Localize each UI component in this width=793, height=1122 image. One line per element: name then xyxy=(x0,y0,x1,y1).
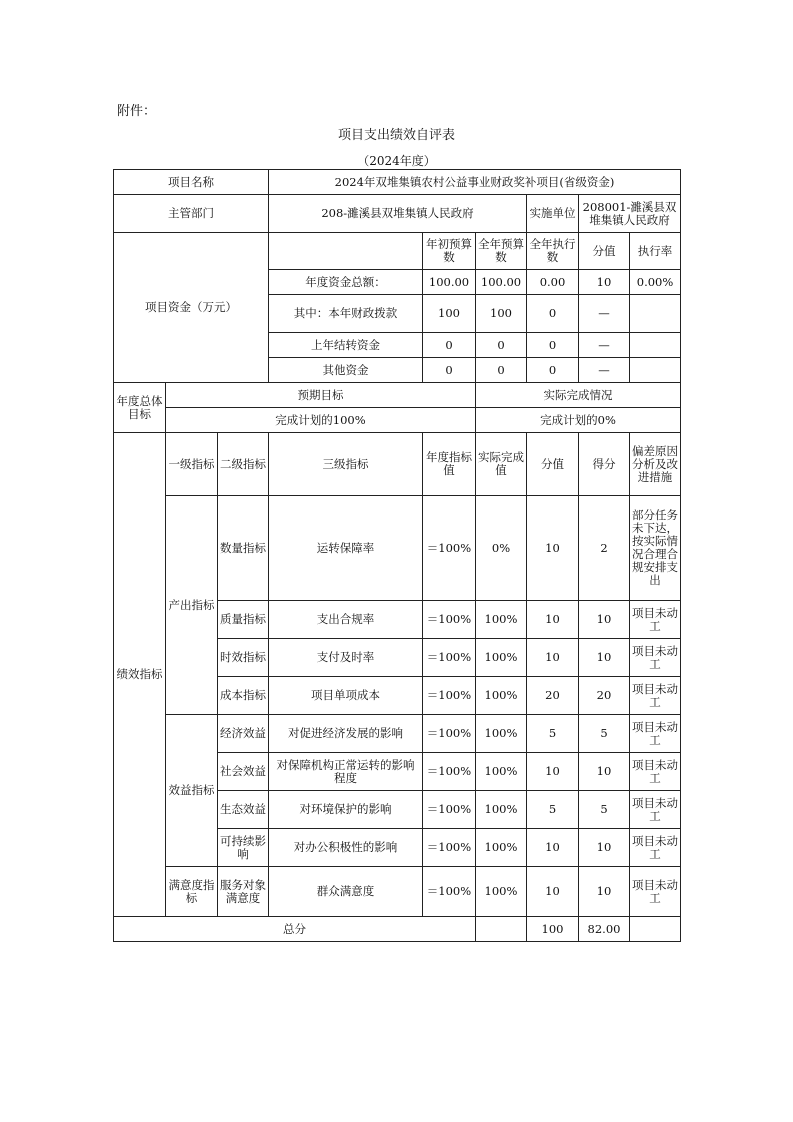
funds-row-label: 其他资金 xyxy=(269,358,423,383)
row-total xyxy=(114,917,681,942)
indicator-reason: 项目未动工 xyxy=(630,639,681,677)
goals-actual: 完成计划的0% xyxy=(476,408,681,433)
funds-cell: 0 xyxy=(527,295,579,333)
funds-cell: 0.00% xyxy=(630,270,681,295)
indicator-score: 10 xyxy=(579,601,630,639)
department-value: 208-濉溪县双堆集镇人民政府 xyxy=(269,195,527,233)
indicator-weight: 5 xyxy=(527,791,579,829)
department-label: 主管部门 xyxy=(114,195,269,233)
satisfaction-indicator-label: 满意度指标 xyxy=(166,867,218,917)
funds-header-annual-budget: 全年预算数 xyxy=(476,233,527,270)
indicator-level2: 经济效益 xyxy=(218,715,269,753)
row-goals-header xyxy=(114,383,681,408)
indicator-level3: 运转保障率 xyxy=(269,496,423,601)
perf-header-actual: 实际完成值 xyxy=(476,433,527,496)
indicator-actual: 100% xyxy=(476,867,527,917)
indicator-score: 2 xyxy=(579,496,630,601)
perf-header-weight: 分值 xyxy=(527,433,579,496)
funds-row-label: 年度资金总额： xyxy=(269,270,423,295)
indicator-reason: 部分任务未下达，按实际情况合理合规安排支出 xyxy=(630,496,681,601)
indicator-target: ＝100% xyxy=(423,639,476,677)
funds-header-exec-rate: 执行率 xyxy=(630,233,681,270)
perf-header-level2: 二级指标 xyxy=(218,433,269,496)
funds-cell: 10 xyxy=(579,270,630,295)
indicator-level2: 生态效益 xyxy=(218,791,269,829)
indicator-reason: 项目未动工 xyxy=(630,791,681,829)
funds-cell: 0 xyxy=(527,358,579,383)
indicator-target: ＝100% xyxy=(423,496,476,601)
implementing-unit-label: 实施单位 xyxy=(527,195,579,233)
form-year: （2024年度） xyxy=(357,154,436,168)
indicator-weight: 10 xyxy=(527,639,579,677)
funds-header-score-weight: 分值 xyxy=(579,233,630,270)
indicator-target: ＝100% xyxy=(423,753,476,791)
funds-header-blank xyxy=(269,233,423,270)
indicator-actual: 100% xyxy=(476,715,527,753)
goals-expected: 完成计划的100% xyxy=(166,408,476,433)
funds-header-executed: 全年执行数 xyxy=(527,233,579,270)
indicator-actual: 100% xyxy=(476,753,527,791)
performance-label: 绩效指标 xyxy=(114,433,166,917)
funds-cell xyxy=(630,295,681,333)
funds-cell: 0 xyxy=(476,358,527,383)
row-project-name xyxy=(114,170,681,195)
indicator-level3: 项目单项成本 xyxy=(269,677,423,715)
funds-header-initial-budget: 年初预算数 xyxy=(423,233,476,270)
funds-cell: — xyxy=(579,295,630,333)
total-blank xyxy=(476,917,527,942)
project-name: 2024年双堆集镇农村公益事业财政奖补项目(省级资金) xyxy=(269,170,681,195)
funds-cell: 100.00 xyxy=(423,270,476,295)
indicator-weight: 10 xyxy=(527,753,579,791)
row-goals-values xyxy=(114,408,681,433)
indicator-target: ＝100% xyxy=(423,791,476,829)
funds-cell: — xyxy=(579,358,630,383)
indicator-actual: 100% xyxy=(476,677,527,715)
indicator-actual: 100% xyxy=(476,791,527,829)
indicator-row xyxy=(114,496,681,601)
indicator-target: ＝100% xyxy=(423,715,476,753)
indicator-actual: 100% xyxy=(476,601,527,639)
indicator-level3: 支出合规率 xyxy=(269,601,423,639)
indicator-score: 5 xyxy=(579,715,630,753)
indicator-level3: 支付及时率 xyxy=(269,639,423,677)
total-blank xyxy=(630,917,681,942)
indicator-level3: 对办公积极性的影响 xyxy=(269,829,423,867)
indicator-reason: 项目未动工 xyxy=(630,867,681,917)
indicator-reason: 项目未动工 xyxy=(630,601,681,639)
indicator-target: ＝100% xyxy=(423,677,476,715)
funds-cell: 100.00 xyxy=(476,270,527,295)
output-indicator-label: 产出指标 xyxy=(166,496,218,715)
goals-label: 年度总体目标 xyxy=(114,383,166,433)
perf-header-target: 年度指标值 xyxy=(423,433,476,496)
indicator-level2: 质量指标 xyxy=(218,601,269,639)
goals-actual-label: 实际完成情况 xyxy=(476,383,681,408)
funds-cell xyxy=(630,333,681,358)
funds-row-label: 其中：本年财政拨款 xyxy=(269,295,423,333)
indicator-level3: 对环境保护的影响 xyxy=(269,791,423,829)
indicator-weight: 10 xyxy=(527,867,579,917)
indicator-score: 10 xyxy=(579,639,630,677)
indicator-score: 10 xyxy=(579,753,630,791)
funds-cell: 100 xyxy=(476,295,527,333)
indicator-level2: 成本指标 xyxy=(218,677,269,715)
funds-cell: 0.00 xyxy=(527,270,579,295)
row-performance-header xyxy=(114,433,681,496)
row-funds-header xyxy=(114,233,681,270)
indicator-level3: 群众满意度 xyxy=(269,867,423,917)
total-label: 总分 xyxy=(114,917,476,942)
funds-cell xyxy=(630,358,681,383)
indicator-score: 5 xyxy=(579,791,630,829)
total-score: 82.00 xyxy=(579,917,630,942)
indicator-reason: 项目未动工 xyxy=(630,829,681,867)
row-department xyxy=(114,195,681,233)
form-title: 项目支出绩效自评表 xyxy=(337,128,455,143)
indicator-weight: 20 xyxy=(527,677,579,715)
goals-expected-label: 预期目标 xyxy=(166,383,476,408)
indicator-target: ＝100% xyxy=(423,829,476,867)
indicator-level3: 对保障机构正常运转的影响程度 xyxy=(269,753,423,791)
funds-cell: 0 xyxy=(527,333,579,358)
indicator-weight: 10 xyxy=(527,829,579,867)
perf-header-reason: 偏差原因分析及改进措施 xyxy=(630,433,681,496)
indicator-reason: 项目未动工 xyxy=(630,753,681,791)
indicator-level2: 时效指标 xyxy=(218,639,269,677)
indicator-score: 10 xyxy=(579,867,630,917)
indicator-row xyxy=(114,867,681,917)
indicator-level2: 社会效益 xyxy=(218,753,269,791)
indicator-level2: 可持续影响 xyxy=(218,829,269,867)
indicator-reason: 项目未动工 xyxy=(630,677,681,715)
indicator-actual: 100% xyxy=(476,639,527,677)
funds-cell: 0 xyxy=(423,358,476,383)
benefit-indicator-label: 效益指标 xyxy=(166,715,218,867)
indicator-level3: 对促进经济发展的影响 xyxy=(269,715,423,753)
perf-header-score: 得分 xyxy=(579,433,630,496)
project-name-label: 项目名称 xyxy=(114,170,269,195)
total-weight: 100 xyxy=(527,917,579,942)
indicator-score: 20 xyxy=(579,677,630,715)
indicator-level2: 数量指标 xyxy=(218,496,269,601)
indicator-actual: 100% xyxy=(476,829,527,867)
implementing-unit-value: 208001-濉溪县双堆集镇人民政府 xyxy=(579,195,681,233)
funds-label: 项目资金（万元） xyxy=(114,233,269,383)
funds-cell: 100 xyxy=(423,295,476,333)
funds-row-label: 上年结转资金 xyxy=(269,333,423,358)
attachment-label: 附件： xyxy=(117,104,157,119)
indicator-weight: 10 xyxy=(527,601,579,639)
indicator-target: ＝100% xyxy=(423,601,476,639)
indicator-weight: 10 xyxy=(527,496,579,601)
perf-header-level3: 三级指标 xyxy=(269,433,423,496)
indicator-score: 10 xyxy=(579,829,630,867)
indicator-reason: 项目未动工 xyxy=(630,715,681,753)
indicator-level2: 服务对象满意度 xyxy=(218,867,269,917)
funds-cell: 0 xyxy=(423,333,476,358)
funds-cell: 0 xyxy=(476,333,527,358)
indicator-row xyxy=(114,715,681,753)
indicator-target: ＝100% xyxy=(423,867,476,917)
indicator-actual: 0% xyxy=(476,496,527,601)
self-evaluation-table xyxy=(113,169,681,942)
funds-cell: — xyxy=(579,333,630,358)
perf-header-level1: 一级指标 xyxy=(166,433,218,496)
indicator-weight: 5 xyxy=(527,715,579,753)
